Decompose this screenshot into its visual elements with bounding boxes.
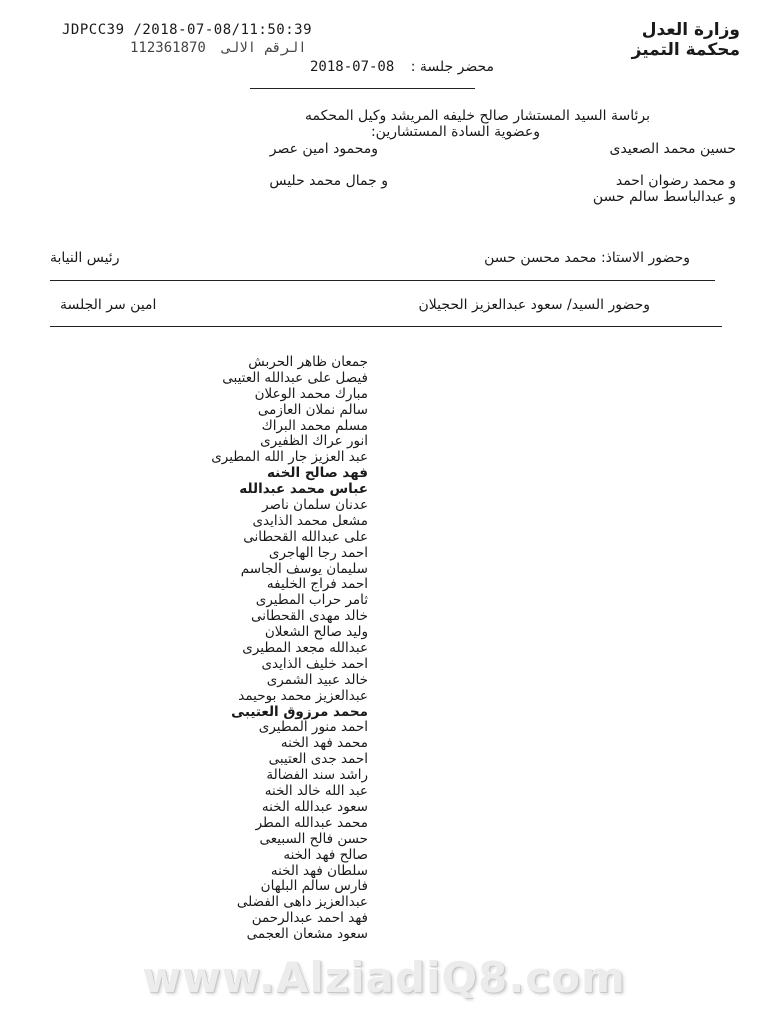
list-item: مسلم محمد البراك	[261, 417, 368, 434]
court-name: محكمة التميز	[631, 40, 740, 60]
list-item: محمد عبدالله المطر	[255, 814, 368, 831]
prosecution-title: رئيس النيابة	[50, 250, 120, 266]
list-item: وليد صالح الشعلان	[264, 624, 368, 641]
list-item: عباس محمد عبدالله	[239, 481, 368, 498]
list-item: محمد فهد الخنه	[280, 735, 368, 752]
list-item: احمد منور المطيرى	[258, 719, 368, 736]
session-line	[310, 59, 494, 75]
list-item: عبدالعزيز داهى الفضلى	[236, 894, 368, 911]
bench-member: و محمد رضوان احمد	[615, 173, 736, 189]
list-item: عدنان سلمان ناصر	[262, 497, 368, 514]
auto-number-label: الرقم الالى	[222, 40, 307, 56]
list-item: سعود مشعان العجمى	[246, 926, 368, 943]
list-item: ثامر حراب المطيرى	[255, 592, 368, 609]
session-label: محضر جلسة :	[410, 59, 495, 75]
list-item: سالم نملان العازمى	[257, 401, 368, 418]
list-item: حسن فالح السبيعى	[259, 830, 368, 847]
auto-number-line	[130, 40, 307, 56]
bench-member: ومحمود امين عصر	[269, 141, 378, 157]
document-code-line: JDPCC39 /2018-07-08/11:50:39	[62, 22, 313, 38]
session-date: 2018-07-08	[310, 59, 395, 75]
list-item: احمد خليف الذايدى	[261, 655, 368, 672]
list-item: فهد صالح الخنه	[267, 465, 368, 482]
bench-member: و جمال محمد حليس	[269, 173, 388, 189]
attendance-divider	[50, 280, 715, 281]
ministry-name: وزارة العدل	[641, 20, 740, 40]
list-item: خالد عبيد الشمرى	[266, 671, 368, 688]
list-item: عبدالعزيز محمد بوحيمد	[238, 687, 368, 704]
list-item: احمد فراج الخليفه	[266, 576, 368, 593]
list-item: فهد احمد عبدالرحمن	[251, 910, 368, 927]
list-item: سلطان فهد الخنه	[270, 862, 368, 879]
list-item: جمعان ظاهر الحربش	[248, 354, 368, 370]
list-item: احمد رجا الهاجرى	[268, 544, 368, 561]
header-divider	[250, 88, 475, 89]
secretary-title: امين سر الجلسة	[60, 297, 157, 313]
list-item: على عبدالله القحطانى	[243, 528, 368, 545]
list-item: فيصل على عبدالله العتيبى	[222, 369, 368, 386]
secretary-attendance: وحضور السيد/ سعود عبدالعزيز الحجيلان	[418, 297, 650, 313]
attendance-bottom-divider	[50, 326, 722, 327]
list-item: انور عراك الظفيرى	[260, 433, 368, 450]
list-item: عبدالله مجعد المطيرى	[242, 640, 368, 657]
list-item: سعود عبدالله الخنه	[261, 798, 368, 815]
membership-line: وعضوية السادة المستشارين:	[370, 124, 540, 140]
presidency-line: برئاسة السيد المستشار صالح خليفه المريشد وكيل المحكمه	[304, 108, 650, 124]
list-item: سليمان يوسف الجاسم	[240, 560, 368, 577]
bench-member: حسين محمد الصعيدى	[609, 141, 736, 157]
list-item: مبارك محمد الوعلان	[254, 385, 368, 402]
list-item: خالد مهدى القحطانى	[251, 608, 368, 625]
list-item: عبد الله خالد الخنه	[264, 783, 368, 800]
list-item: فارس سالم البلهان	[260, 878, 368, 895]
list-item: احمد جدى العتيبى	[268, 751, 368, 768]
list-item: صالح فهد الخنه	[283, 846, 368, 863]
bench-member: و عبدالباسط سالم حسن	[592, 189, 736, 205]
list-item: محمد مرزوق العتيبى	[231, 703, 368, 720]
issuing-authority	[632, 20, 740, 60]
prosecution-attendance: وحضور الاستاذ: محمد محسن حسن	[484, 250, 690, 266]
site-watermark: www.AlziadiQ8.com	[142, 953, 626, 1002]
auto-number: 112361870	[130, 40, 206, 56]
list-item: راشد سند الفضالة	[266, 767, 368, 784]
names-list	[211, 355, 368, 943]
list-item: مشعل محمد الذايدى	[252, 512, 368, 529]
list-item: عبد العزيز جار الله المطيرى	[211, 449, 368, 466]
